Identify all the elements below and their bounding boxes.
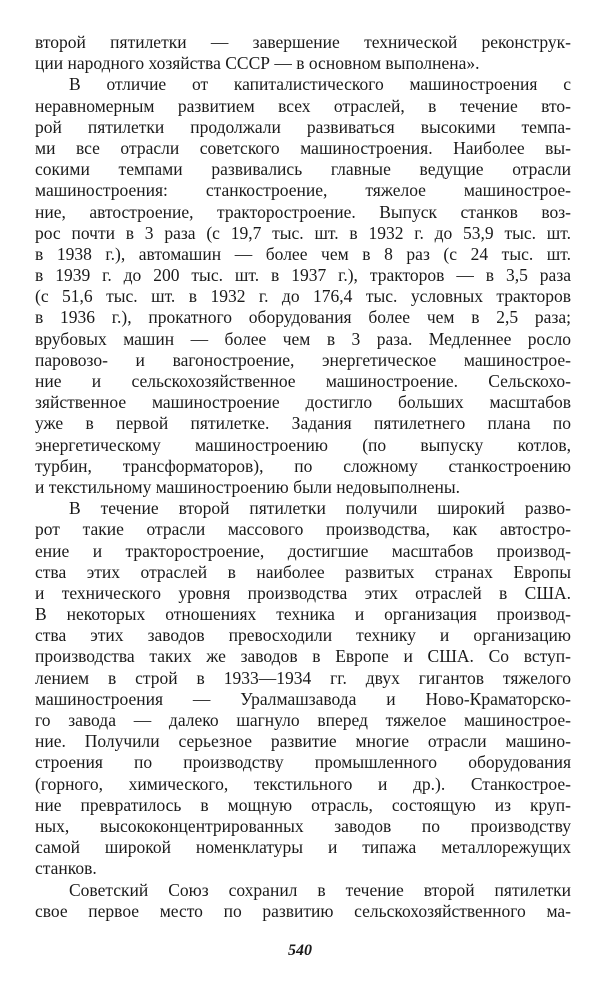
paragraph bbox=[35, 498, 571, 879]
text-line: ние превратилось в мощную отрасль, состоящую из круп- bbox=[35, 794, 571, 815]
paragraph bbox=[35, 880, 571, 922]
text-line: В некоторых отношениях техника и организация производ- bbox=[35, 604, 571, 625]
text-line: свое первое место по развитию сельскохозяйственного ма- bbox=[35, 900, 571, 921]
text-line: ства этих отраслей в наиболее развитых странах Европы bbox=[35, 561, 571, 582]
text-line: (горного, химического, текстильного и др.). Станкострое- bbox=[35, 773, 571, 794]
text-line: (с 51,6 тыс. шт. в 1932 г. до 176,4 тыс. условных тракторов bbox=[35, 286, 571, 307]
text-line: машиностроения — Уралмашзавода и Ново-Краматорско- bbox=[35, 688, 571, 709]
paragraph bbox=[35, 32, 571, 74]
text-line: в 1936 г.), прокатного оборудования более чем в 2,5 раза; bbox=[35, 307, 571, 328]
text-line: и технического уровня производства этих отраслей в США. bbox=[35, 582, 571, 603]
text-line: ние. Получили серьезное развитие многие отрасли машино- bbox=[35, 731, 571, 752]
page-number: 540 bbox=[288, 942, 312, 959]
text-line: строения по производству промышленного оборудования bbox=[35, 752, 571, 773]
text-line: турбин, трансформаторов), по сложному станкостроению bbox=[35, 455, 571, 476]
text-line: в 1938 г.), автомашин — более чем в 8 раз (с 24 тыс. шт. bbox=[35, 243, 571, 264]
text-line: производства таких же заводов в Европе и США. Со вступ- bbox=[35, 646, 571, 667]
paragraph bbox=[35, 74, 571, 498]
text-line: станков. bbox=[35, 858, 97, 879]
text-line: ние, автостроение, тракторостроение. Выпуск станков воз- bbox=[35, 201, 571, 222]
text-line: уже в первой пятилетке. Задания пятилетнего плана по bbox=[35, 413, 571, 434]
text-line: ции народного хозяйства СССР — в основном выполнена». bbox=[35, 53, 480, 74]
text-line: ми все отрасли советского машиностроения. Наиболее вы- bbox=[35, 137, 571, 158]
text-line: врубовых машин — более чем в 3 раза. Медленнее росло bbox=[35, 328, 571, 349]
text-line: го завода — далеко шагнуло вперед тяжелое машинострое- bbox=[35, 710, 571, 730]
text-line: В отличие от капиталистического машиностроения с bbox=[69, 74, 571, 95]
text-line: энергетическому машиностроению (по выпуску котлов, bbox=[35, 434, 571, 455]
text-line: Советский Союз сохранил в течение второй пятилетки bbox=[69, 879, 571, 900]
text-line: машиностроения: станкостроение, тяжелое машинострое- bbox=[35, 180, 571, 201]
text-line: паровозо- и вагоностроение, энергетическое машинострое- bbox=[35, 349, 571, 370]
text-line: рос почти в 3 раза (с 19,7 тыс. шт. в 1932 г. до 53,9 тыс. шт. bbox=[35, 222, 571, 243]
text-line: ных, высококонцентрированных заводов по производству bbox=[35, 815, 571, 836]
text-line: ние и сельскохозяйственное машиностроение. Сельскохо- bbox=[35, 371, 571, 391]
text-line: в 1939 г. до 200 тыс. шт. в 1937 г.), тракторов — в 3,5 раза bbox=[35, 265, 571, 286]
text-line: и текстильному машиностроению были недовыполнены. bbox=[35, 476, 461, 497]
text-line: второй пятилетки — завершение технической реконструк- bbox=[35, 32, 571, 52]
page-body-text bbox=[35, 32, 571, 922]
text-line: зяйственное машиностроение достигло больших масштабов bbox=[35, 392, 571, 413]
text-line: лением в строй в 1933—1934 гг. двух гигантов тяжелого bbox=[35, 667, 571, 688]
text-line: рой пятилетки продолжали развиваться высокими темпа- bbox=[35, 116, 571, 137]
text-line: ства этих заводов превосходили технику и организацию bbox=[35, 625, 571, 646]
text-line: рот такие отрасли массового производства, как автостро- bbox=[35, 519, 571, 540]
text-line: сокими темпами развивались главные ведущие отрасли bbox=[35, 159, 571, 180]
text-line: ение и тракторостроение, достигшие масштабов производ- bbox=[35, 540, 571, 561]
text-line: неравномерным развитием всех отраслей, в течение вто- bbox=[35, 95, 571, 116]
text-line: В течение второй пятилетки получили широкий разво- bbox=[69, 498, 571, 519]
text-line: самой широкой номенклатуры и типажа металлорежущих bbox=[35, 837, 571, 858]
